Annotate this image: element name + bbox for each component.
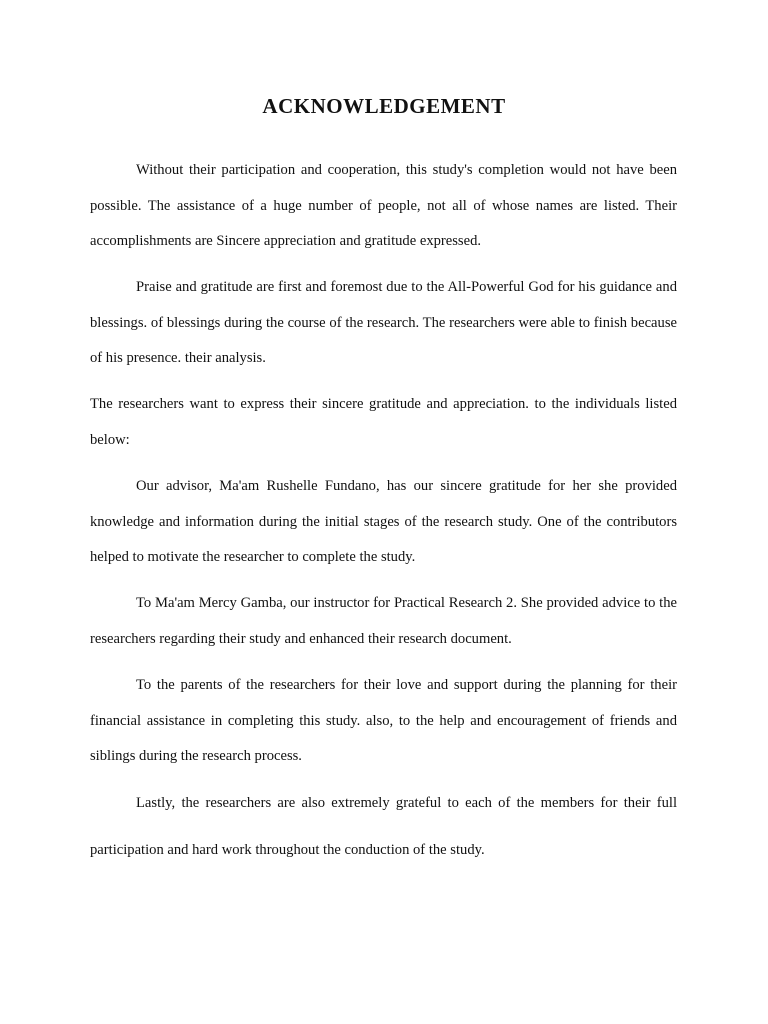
paragraph-express-gratitude: The researchers want to express their sincere gratitude and appreciation. to the individuals listed below: [90, 396, 677, 448]
paragraph-praise-god: Praise and gratitude are first and foremost due to the All-Powerful God for his guidance and blessings. of blessings during the course of the research. The researchers were able to finish because of his presence. their analysis. [90, 279, 677, 366]
paragraph-advisor: Our advisor, Ma'am Rushelle Fundano, has our sincere gratitude for her she provided knowledge and information during the initial stages of the research study. One of the contributors helped to motivate the researcher to complete the study. [90, 478, 677, 565]
paragraph-participation: Without their participation and cooperation, this study's completion would not have been possible. The assistance of a huge number of people, not all of whose names are listed. Their accomplishments are Sincere appreciation and gratitude expressed. [90, 162, 677, 249]
paragraph-members: Lastly, the researchers are also extremely grateful to each of the members for their full participation and hard work throughout the conduction of the study. [90, 795, 677, 858]
page-title: ACKNOWLEDGEMENT [262, 94, 506, 118]
paragraph-instructor: To Ma'am Mercy Gamba, our instructor for Practical Research 2. She provided advice to the researchers regarding their study and enhanced their research document. [90, 595, 677, 647]
paragraph-parents: To the parents of the researchers for their love and support during the planning for their financial assistance in completing this study. also, to the help and encouragement of friends and siblings during the research process. [90, 677, 677, 764]
